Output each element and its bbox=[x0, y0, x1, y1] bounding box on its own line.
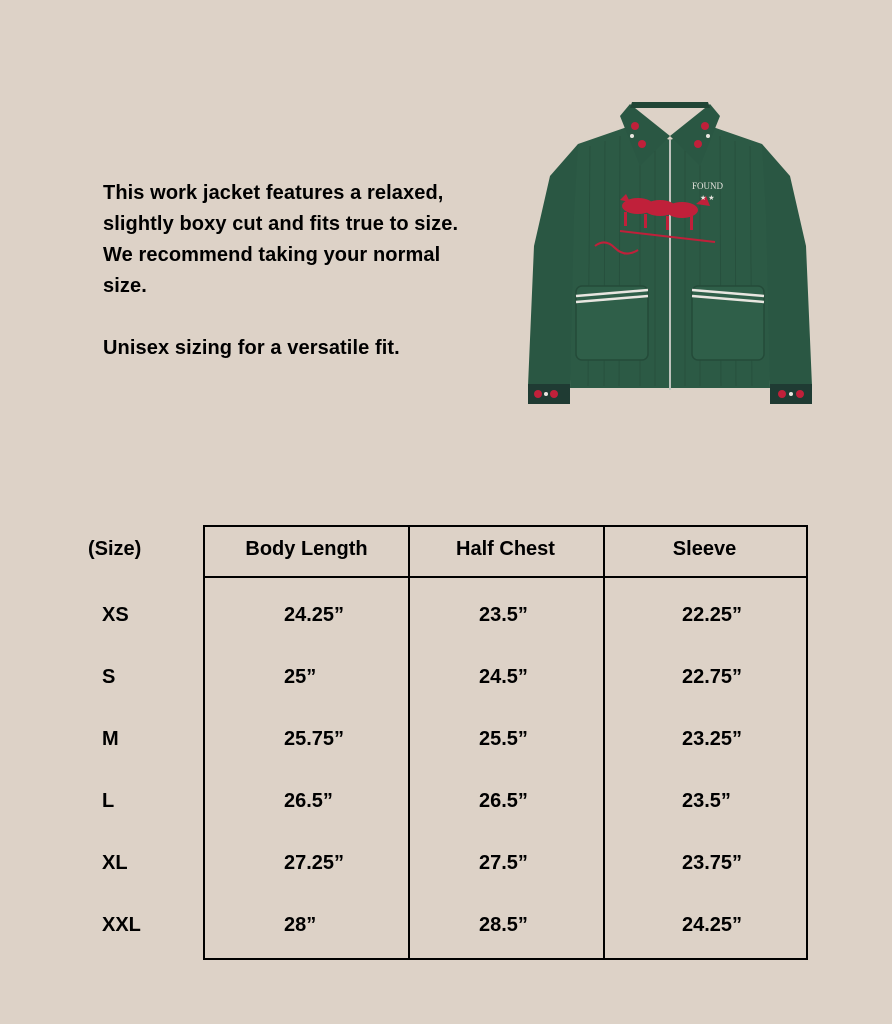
table-column-divider bbox=[603, 527, 605, 958]
unisex-note: Unisex sizing for a versatile fit. bbox=[103, 337, 400, 359]
half-chest-value: 26.5” bbox=[479, 790, 528, 812]
half-chest-value: 24.5” bbox=[479, 666, 528, 688]
half-chest-value: 28.5” bbox=[479, 914, 528, 936]
size-label: XS bbox=[102, 604, 129, 626]
jacket-product-image bbox=[520, 96, 820, 414]
body-length-value: 25” bbox=[284, 666, 317, 688]
half-chest-value: 25.5” bbox=[479, 728, 528, 750]
body-length-value: 26.5” bbox=[284, 790, 333, 812]
size-column-header: (Size) bbox=[88, 538, 142, 560]
size-label: XXL bbox=[102, 914, 141, 936]
description-line: We recommend taking your normal bbox=[103, 244, 441, 266]
column-header-sleeve: Sleeve bbox=[672, 538, 737, 560]
column-header-body-length: Body Length bbox=[245, 538, 368, 560]
column-header-half-chest: Half Chest bbox=[456, 538, 555, 560]
half-chest-value: 23.5” bbox=[479, 604, 528, 626]
table-header-divider bbox=[205, 576, 806, 578]
svg-text:★ ★: ★ ★ bbox=[700, 195, 715, 202]
table-column-divider bbox=[408, 527, 410, 958]
body-length-value: 28” bbox=[284, 914, 317, 936]
sleeve-value: 23.75” bbox=[682, 852, 743, 874]
sleeve-value: 22.75” bbox=[682, 666, 743, 688]
size-label: M bbox=[102, 728, 119, 750]
body-length-value: 27.25” bbox=[284, 852, 345, 874]
size-label: S bbox=[102, 666, 116, 688]
description-line: size. bbox=[103, 275, 147, 297]
sleeve-value: 23.25” bbox=[682, 728, 743, 750]
description-line: This work jacket features a relaxed, bbox=[103, 182, 444, 204]
size-label: XL bbox=[102, 852, 128, 874]
product-description bbox=[103, 178, 488, 364]
half-chest-value: 27.5” bbox=[479, 852, 528, 874]
description-line: slightly boxy cut and fits true to size. bbox=[103, 213, 459, 235]
sleeve-value: 23.5” bbox=[682, 790, 731, 812]
jacket-brand-text: FOUND bbox=[692, 181, 724, 191]
body-length-value: 25.75” bbox=[284, 728, 345, 750]
body-length-value: 24.25” bbox=[284, 604, 345, 626]
size-label: L bbox=[102, 790, 115, 812]
sleeve-value: 22.25” bbox=[682, 604, 743, 626]
sleeve-value: 24.25” bbox=[682, 914, 743, 936]
description-paragraph bbox=[103, 178, 488, 302]
